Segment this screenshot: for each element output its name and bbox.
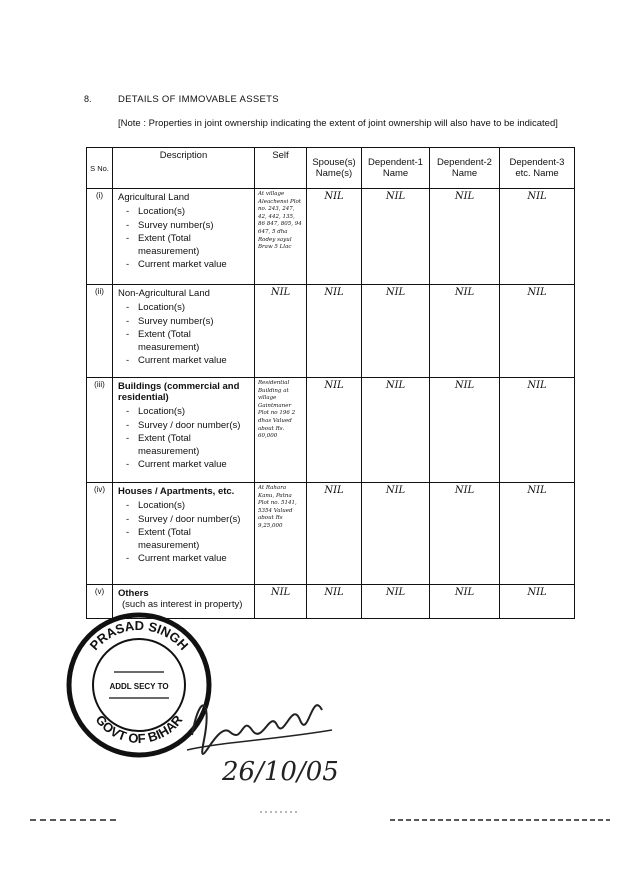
table-row (87, 378, 575, 483)
sub-item: - Current market value (138, 259, 251, 272)
table-row (87, 483, 575, 585)
scan-noise (30, 808, 610, 828)
row-description (113, 483, 255, 585)
seal-inner-text: ADDL SECY TO (109, 682, 169, 691)
dependent-2-value: NIL (430, 483, 500, 585)
sub-item: - Current market value (138, 459, 251, 472)
spouse-value: NIL (307, 483, 362, 585)
spouse-value: NIL (307, 189, 362, 285)
spouse-value: NIL (307, 285, 362, 378)
row-number: (ii) (87, 285, 113, 378)
dependent-3-value: NIL (500, 189, 575, 285)
seal-top-text: PRASAD SINGH (86, 617, 192, 654)
row-description (113, 189, 255, 285)
category-label: Non-Agricultural Land (118, 288, 210, 299)
dependent-2-value: NIL (430, 285, 500, 378)
dependent-3-value: NIL (500, 483, 575, 585)
dependent-3-value: NIL (500, 585, 575, 619)
category-label: Agricultural Land (118, 192, 190, 203)
sub-item: - Survey number(s) (138, 316, 251, 329)
table-row (87, 285, 575, 378)
sub-item: - Extent (Total measurement) (138, 233, 251, 258)
header-dependent-2: Dependent-2 Name (430, 148, 500, 189)
sub-item: (such as interest in property) (122, 599, 243, 610)
section-note: [Note : Properties in joint ownership indicating the extent of joint ownership will also have to be indicated] (118, 118, 558, 129)
section-title: DETAILS OF IMMOVABLE ASSETS (118, 94, 279, 105)
header-self: Self (255, 148, 307, 189)
category-label: Buildings (commercial and residential) (118, 381, 240, 403)
dependent-2-value: NIL (430, 378, 500, 483)
row-number: (i) (87, 189, 113, 285)
sub-item: - Survey number(s) (138, 220, 251, 233)
table-header-row (87, 148, 575, 189)
row-number: (v) (87, 585, 113, 619)
dependent-3-value: NIL (500, 285, 575, 378)
self-value: Residential Building at village Gaintmaner Plot no 196 2 dhas Valued about Rs. 60,000 (255, 378, 307, 483)
header-dependent-1: Dependent-1 Name (362, 148, 430, 189)
spouse-value: NIL (307, 585, 362, 619)
sub-item: - Survey / door number(s) (138, 514, 251, 527)
seal-bottom-text: GOVT OF BIHAR (92, 712, 186, 747)
dependent-1-value: NIL (362, 483, 430, 585)
category-label: Houses / Apartments, etc. (118, 486, 235, 497)
row-number: (iv) (87, 483, 113, 585)
header-sno: S No. (87, 148, 113, 189)
row-description (113, 378, 255, 483)
sub-item: - Extent (Total measurement) (138, 329, 251, 354)
sub-item: - Survey / door number(s) (138, 420, 251, 433)
table-row (87, 189, 575, 285)
self-value: NIL (255, 585, 307, 619)
sub-item: - Extent (Total measurement) (138, 433, 251, 458)
row-description (113, 285, 255, 378)
dependent-1-value: NIL (362, 585, 430, 619)
header-spouse: Spouse(s) Name(s) (307, 148, 362, 189)
sub-item: - Location(s) (138, 500, 251, 513)
row-number: (iii) (87, 378, 113, 483)
dependent-2-value: NIL (430, 189, 500, 285)
sub-item: - Location(s) (138, 406, 251, 419)
sub-item: - Current market value (138, 553, 251, 566)
self-value: NIL (255, 285, 307, 378)
spouse-value: NIL (307, 378, 362, 483)
section-number: 8. (84, 94, 92, 104)
sub-item: - Location(s) (138, 206, 251, 219)
dependent-1-value: NIL (362, 378, 430, 483)
self-value: At village Aleachensi Plot no. 243, 247, 42, 442, 135, 86 847, 805, 94 647, 5 dha Rodey sayul Braw 5 Llac (255, 189, 307, 285)
sub-item: - Location(s) (138, 302, 251, 315)
dependent-3-value: NIL (500, 378, 575, 483)
dependent-1-value: NIL (362, 189, 430, 285)
sub-item: - Extent (Total measurement) (138, 527, 251, 552)
dependent-1-value: NIL (362, 285, 430, 378)
dependent-2-value: NIL (430, 585, 500, 619)
signature-with-date (182, 680, 352, 790)
header-dependent-3: Dependent-3 etc. Name (500, 148, 575, 189)
svg-text:GOVT OF BIHAR (93, 712, 186, 746)
header-description: Description (113, 148, 255, 189)
self-value: At Rahara Kanu, Patna Plot no. 5141, 5354 Valued about Rs 9,25,000 (255, 483, 307, 585)
immovable-assets-table (86, 147, 575, 619)
category-label: Others (118, 588, 149, 599)
signature-date: 26/10/05 (222, 757, 339, 787)
sub-item: - Current market value (138, 355, 251, 368)
